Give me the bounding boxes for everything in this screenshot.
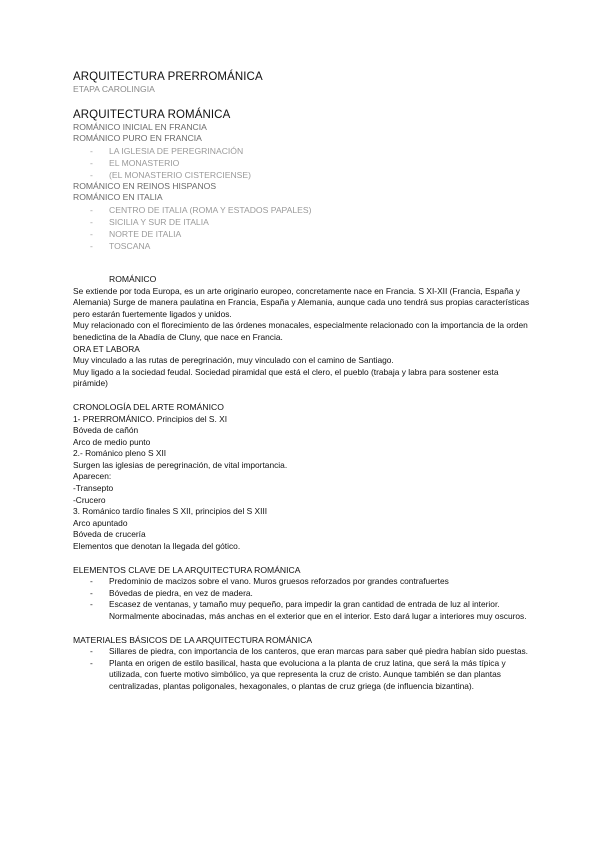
outline-subitem: - EL MONASTERIO	[73, 157, 533, 169]
chronology-line: Bóveda de crucería	[73, 529, 146, 540]
paragraph: Muy relacionado con el florecimiento de las órdenes monacales, especialmente relacionado con la importancia de la orden benedictina de la Abadía de Cluny, que nace en Francia.	[73, 320, 528, 342]
paragraph: Muy ligado a la sociedad feudal. Sociedad piramidal que está el clero, el pueblo (trabaja y labra para sostener esta pirámide)	[73, 366, 499, 389]
section-heading-materiales: MATERIALES BÁSICOS DE LA ARQUITECTURA ROMÁNICA	[73, 634, 313, 645]
subtitle-carolingia: ETAPA CAROLINGIA	[73, 84, 155, 94]
document-page	[73, 70, 533, 693]
elementos-list	[73, 576, 533, 622]
outline-subitem: - TOSCANA	[73, 240, 533, 252]
title-prerromanica: ARQUITECTURA PRERROMÁNICA	[73, 71, 263, 83]
chronology-line: Surgen las iglesias de peregrinación, de vital importancia.	[73, 459, 288, 470]
outline-item-italia: ROMÁNICO EN ITALIA	[73, 192, 163, 203]
chronology-line: 2.- Románico pleno S XII	[73, 448, 167, 459]
chronology-line: -Crucero	[73, 494, 106, 505]
outline-item-puro: ROMÁNICO PURO EN FRANCIA	[73, 133, 202, 144]
section-heading-cronologia: CRONOLOGÍA DEL ARTE ROMÁNICO	[73, 401, 224, 412]
outline-item-hispanos: ROMÁNICO EN REINOS HISPANOS	[73, 180, 217, 191]
chronology-line: Arco de medio punto	[73, 436, 151, 447]
list-item: - Escasez de ventanas, y tamaño muy pequeño, para impedir la gran cantidad de entrada de luz al interior. Normalmente abocinadas, más anchas en el exterior que en el interior. Esto dará lugar a interiores muy oscuros.	[73, 599, 533, 622]
outline-sublist-puro	[73, 145, 533, 181]
materiales-list	[73, 646, 533, 692]
chronology-line: 1- PRERROMÁNICO. Principios del S. XI	[73, 413, 228, 424]
chronology-line: 3. Románico tardío finales S XII, principios del S XIII	[73, 506, 268, 517]
outline-item-inicial: ROMÁNICO INICIAL EN FRANCIA	[73, 121, 207, 132]
chronology-line: -Transepto	[73, 483, 114, 494]
chronology-line: Bóveda de cañón	[73, 425, 139, 436]
list-item: - Predominio de macizos sobre el vano. Muros gruesos reforzados por grandes contrafuertes	[73, 576, 533, 588]
outline-subitem: - LA IGLESIA DE PEREGRINACIÓN	[73, 145, 533, 157]
paragraph: ORA ET LABORA	[73, 343, 140, 354]
outline-sublist-italia	[73, 204, 533, 252]
list-item: - Sillares de piedra, con importancia de los canteros, que eran marcas para saber qué piedra habían sido puestas.	[73, 646, 533, 658]
list-item: - Planta en origen de estilo basilical, hasta que evoluciona a la planta de cruz latina, que será la más típica y utilizada, con fuerte motivo simbólico, ya que representa la cruz de cristo. Aunque también se dan plantas centralizadas, plantas poligonales, hexagonales, o plantas de cruz griega (de influencia bizantina).	[73, 658, 533, 693]
section-heading-romanico: ROMÁNICO	[109, 273, 157, 284]
outline-subitem: - SICILIA Y SUR DE ITALIA	[73, 216, 533, 228]
outline-subitem: - NORTE DE ITALIA	[73, 228, 533, 240]
chronology-line: Elementos que denotan la llegada del gótico.	[73, 541, 241, 552]
chronology-line: Arco apuntado	[73, 517, 128, 528]
paragraph: Muy vinculado a las rutas de peregrinación, muy vinculado con el camino de Santiago.	[73, 355, 394, 366]
section-heading-elementos: ELEMENTOS CLAVE DE LA ARQUITECTURA ROMÁNICA	[73, 564, 301, 575]
title-romanica: ARQUITECTURA ROMÁNICA	[73, 108, 231, 121]
outline-subitem: - CENTRO DE ITALIA (ROMA Y ESTADOS PAPALES)	[73, 204, 533, 216]
outline-subitem: - (EL MONASTERIO CISTERCIENSE)	[73, 169, 533, 181]
list-item: - Bóvedas de piedra, en vez de madera.	[73, 588, 533, 600]
chronology-line: Aparecen:	[73, 471, 112, 482]
paragraph: Se extiende por toda Europa, es un arte originario europeo, concretamente nace en Francia. S XI-XII (Francia, España y Alemania) Surge de manera paulatina en Francia, España y Alemania, aunque cada uno tendrá sus propias características pero estarán fuertemente ligados y unidos.	[73, 285, 530, 319]
